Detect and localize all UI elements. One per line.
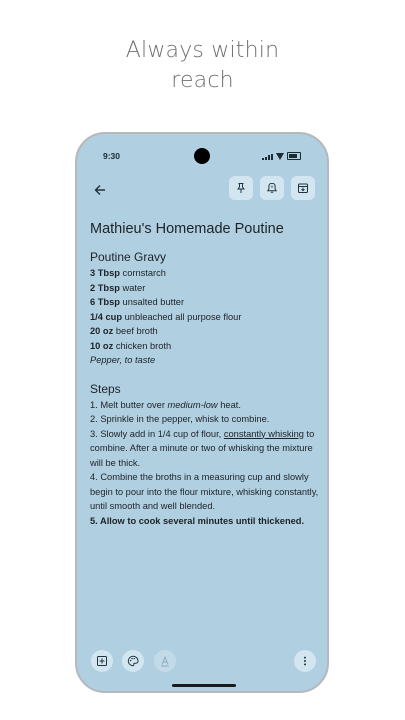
steps-heading: Steps (90, 381, 121, 396)
text-format-button[interactable] (154, 650, 176, 672)
step-2: 2. Sprinkle in the pepper, whisk to combine. (90, 414, 270, 424)
step-5: 5. Allow to cook several minutes until thickened. (90, 515, 305, 526)
note-title[interactable]: Mathieu's Homemade Poutine (90, 221, 284, 237)
pin-button[interactable] (229, 176, 253, 200)
color-palette-button[interactable] (122, 650, 144, 672)
spacer (90, 368, 322, 381)
add-content-button[interactable] (91, 650, 113, 672)
pin-icon (235, 182, 247, 194)
front-camera (194, 148, 210, 164)
battery-icon (287, 152, 301, 160)
archive-icon (297, 182, 309, 194)
step-4: 4. Combine the broths in a measuring cup and slowly begin to pour into the flour mixture, whisking constantly, until smooth and well blended. (90, 472, 319, 511)
gesture-navigation-handle[interactable] (172, 684, 236, 687)
step-3: 3. Slowly add in 1/4 cup of flour, constantly whisking to combine. After a minute or two of whisking the mixture will be thick. (90, 428, 315, 468)
signal-icon (262, 154, 273, 160)
ingredient-line: 6 Tbsp unsalted butter (90, 297, 185, 307)
gravy-heading: Poutine Gravy (90, 250, 167, 264)
add-box-icon (96, 655, 108, 667)
ingredient-line: 10 oz chicken broth (90, 340, 172, 351)
promo-headline-line-2: reach (171, 68, 234, 93)
promo-headline (0, 36, 405, 96)
seasoning-line: Pepper, to taste (90, 355, 156, 365)
ingredient-line: 2 Tbsp water (90, 282, 146, 293)
step-1: 1. Melt butter over medium-low heat. (90, 399, 241, 410)
reminder-icon (266, 182, 278, 194)
status-icons (262, 152, 301, 160)
more-options-button[interactable] (294, 650, 316, 672)
ingredient-line: 1/4 cup unbleached all purpose flour (90, 311, 242, 322)
reminder-button[interactable] (260, 176, 284, 200)
more-vert-icon (299, 655, 311, 667)
ingredient-line: 20 oz beef broth (90, 326, 158, 336)
text-format-icon (159, 655, 171, 667)
wifi-icon (276, 153, 284, 160)
status-bar (77, 134, 327, 174)
archive-button[interactable] (291, 176, 315, 200)
phone-frame (75, 132, 329, 693)
back-button[interactable] (88, 178, 112, 202)
ingredient-line: 3 Tbsp cornstarch (90, 268, 166, 278)
arrow-left-icon (94, 184, 106, 196)
note-editor[interactable] (90, 218, 322, 528)
status-time: 9:30 (103, 151, 121, 161)
palette-icon (127, 655, 139, 667)
promo-headline-line-1: Always within (125, 38, 280, 63)
